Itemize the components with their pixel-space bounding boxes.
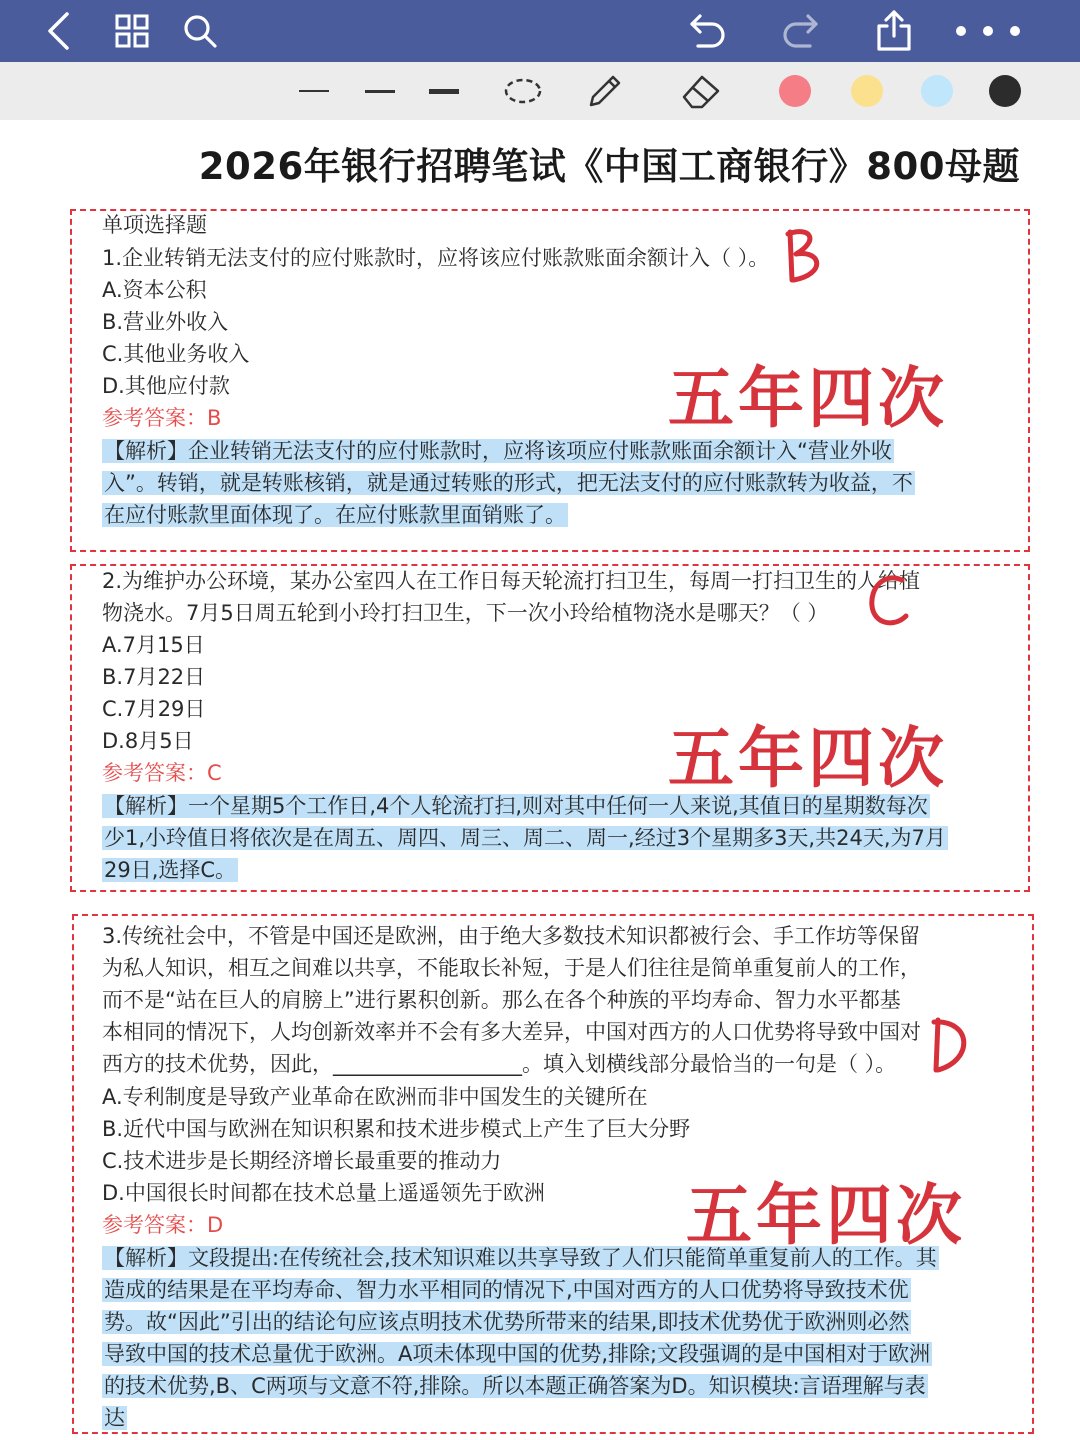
q2-question-line: 物浇水。7月5日周五轮到小玲打扫卫生，下一次小玲给植物浇水是哪天？（ ） (102, 601, 829, 625)
q3-analysis-line: 造成的结果是在平均寿命、智力水平相同的情况下,中国对西方的人口优势将导致技术优 (104, 1278, 909, 1302)
thick-line-icon[interactable] (426, 62, 462, 120)
q2-analysis-line: 【解析】一个星期5个工作日,4个人轮流打扫,则对其中任何一人来说,其值日的星期数每次 (104, 794, 928, 818)
q1-option-c: C.其他业务收入 (102, 342, 250, 366)
document-title: 2026年银行招聘笔试《中国工商银行》800母题 (198, 145, 1020, 188)
eraser-icon[interactable] (680, 62, 722, 120)
q3-question-line: 3.传统社会中，不管是中国还是欧洲，由于绝大多数技术知识都被行会、手工作坊等保留 (102, 924, 921, 948)
q1-analysis-line: 在应付账款里面体现了。在应付账款里面销账了。 (104, 503, 566, 527)
handwritten-answer-b (780, 226, 830, 286)
q2-option-d: D.8月5日 (102, 729, 194, 753)
share-icon[interactable] (870, 0, 918, 62)
medium-line-icon[interactable] (362, 62, 398, 120)
q3-analysis-line: 达 (104, 1406, 125, 1430)
q3-question-line: 西方的技术优势，因此，__________________。填入划横线部分最恰当的一句是（ ）。 (102, 1052, 897, 1076)
q3-option-a: A.专利制度是导致产业革命在欧洲而非中国发生的关键所在 (102, 1085, 648, 1109)
q1-analysis-line: 入”。转销，就是转账核销，就是通过转账的形式，把无法支付的应付账款转为收益，不 (104, 471, 913, 495)
q3-analysis-line: 的技术优势,B、C两项与文意不符,排除。所以本题正确答案为D。知识模块:言语理解与表 (104, 1374, 926, 1398)
q3-question-line: 为私人知识，相互之间难以共享，不能取长补短，于是人们往往是简单重复前人的工作， (102, 956, 921, 980)
q1-option-d: D.其他应付款 (102, 374, 230, 398)
q3-analysis-line: 【解析】文段提出:在传统社会,技术知识难以共享导致了人们只能简单重复前人的工作。其 (104, 1246, 937, 1270)
q3-option-c: C.技术进步是长期经济增长最重要的推动力 (102, 1149, 502, 1173)
more-icon[interactable] (946, 0, 1030, 62)
grid-icon[interactable] (110, 0, 154, 62)
q1-answer: 参考答案：B (102, 406, 222, 430)
color-swatch-blue[interactable] (920, 62, 954, 120)
q3-analysis-line: 导致中国的技术总量优于欧洲。A项未体现中国的优势,排除;文段强调的是中国相对于欧洲 (104, 1342, 931, 1366)
color-swatch-pink[interactable] (778, 62, 812, 120)
q1-option-b: B.营业外收入 (102, 310, 229, 334)
top-navigation-bar (0, 0, 1080, 62)
q2-answer: 参考答案：C (102, 761, 222, 785)
section-heading: 单项选择题 (102, 213, 207, 237)
q2-option-b: B.7月22日 (102, 665, 206, 689)
handwritten-answer-d (924, 1012, 980, 1078)
q2-option-c: C.7月29日 (102, 697, 206, 721)
q2-analysis-line: 少1,小玲值日将依次是在周五、周四、周三、周二、周一,经过3个星期多3天,共24天,为7月 (104, 826, 946, 850)
q1-option-a: A.资本公积 (102, 278, 207, 302)
frequency-stamp: 五年四次 (686, 1176, 966, 1254)
q3-option-d: D.中国很长时间都在技术总量上遥遥领先于欧洲 (102, 1181, 545, 1205)
frequency-stamp: 五年四次 (668, 359, 948, 437)
back-icon[interactable] (36, 0, 80, 62)
undo-icon[interactable] (684, 0, 732, 62)
color-swatch-yellow[interactable] (850, 62, 884, 120)
search-icon[interactable] (178, 0, 222, 62)
q3-question-line: 本相同的情况下，人均创新效率并不会有多大差异，中国对西方的人口优势将导致中国对 (102, 1020, 921, 1044)
q3-question-line: 而不是“站在巨人的肩膀上”进行累积创新。那么在各个种族的平均寿命、智力水平都基 (102, 988, 901, 1012)
q2-question-line: 2.为维护办公环境，某办公室四人在工作日每天轮流打扫卫生，每周一打扫卫生的人给植 (102, 569, 921, 593)
pencil-icon[interactable] (584, 62, 626, 120)
lasso-icon[interactable] (502, 62, 544, 120)
redo-icon[interactable] (776, 0, 824, 62)
handwritten-answer-c (862, 570, 914, 632)
q1-question: 1.企业转销无法支付的应付账款时，应将该应付账款账面余额计入（ ）。 (102, 246, 770, 270)
q1-analysis-line: 【解析】企业转销无法支付的应付账款时，应将该项应付账款账面余额计入“营业外收 (104, 439, 892, 463)
q2-option-a: A.7月15日 (102, 633, 205, 657)
q2-analysis-line: 29日,选择C。 (104, 858, 237, 882)
annotation-toolbar (0, 62, 1080, 120)
color-swatch-black[interactable] (988, 62, 1022, 120)
thin-line-icon[interactable] (296, 62, 332, 120)
q3-answer: 参考答案：D (102, 1213, 224, 1237)
frequency-stamp: 五年四次 (668, 719, 948, 797)
q3-analysis-line: 势。故“因此”引出的结论句应该点明技术优势所带来的结果,即技术优势优于欧洲则必然 (104, 1310, 910, 1334)
q3-option-b: B.近代中国与欧洲在知识积累和技术进步模式上产生了巨大分野 (102, 1117, 691, 1141)
